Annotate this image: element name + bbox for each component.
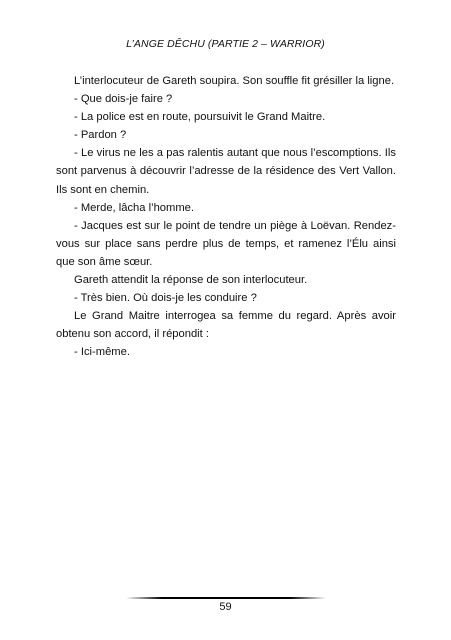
- paragraph: - Que dois-je faire ?: [74, 93, 173, 106]
- paragraph: Gareth attendit la réponse de son interlocuteur.: [74, 274, 308, 287]
- paragraph: - Pardon ?: [74, 129, 127, 142]
- paragraph: - Jacques est sur le point de tendre un piège à Loëvan. Rendez-vous sur place sans perdre plus de temps, et ramenez l’Élu ainsi que son âme sœur.: [56, 219, 396, 268]
- paragraph: - Le virus ne les a pas ralentis autant que nous l’escomptions. Ils sont parvenus à découvrir l’adresse de la résidence des Vert Vallon. Ils sont en chemin.: [56, 147, 396, 196]
- paragraph: - Très bien. Où dois-je les conduire ?: [74, 292, 257, 305]
- page-number: 59: [219, 601, 232, 613]
- chapter-body: [56, 72, 396, 362]
- paragraph: Le Grand Maitre interrogea sa femme du regard. Après avoir obtenu son accord, il répondit :: [56, 310, 396, 341]
- paragraph: - Merde, lâcha l’homme.: [74, 201, 194, 214]
- paragraph: - Ici-même.: [74, 346, 130, 359]
- paragraph: L’interlocuteur de Gareth soupira. Son souffle fit grésiller la ligne.: [74, 75, 395, 87]
- running-header: L’ANGE DÊCHU (PARTIE 2 – WARRIOR): [126, 38, 325, 50]
- paragraph: - La police est en route, poursuivit le Grand Maitre.: [74, 111, 326, 124]
- footer-rule: [126, 597, 326, 599]
